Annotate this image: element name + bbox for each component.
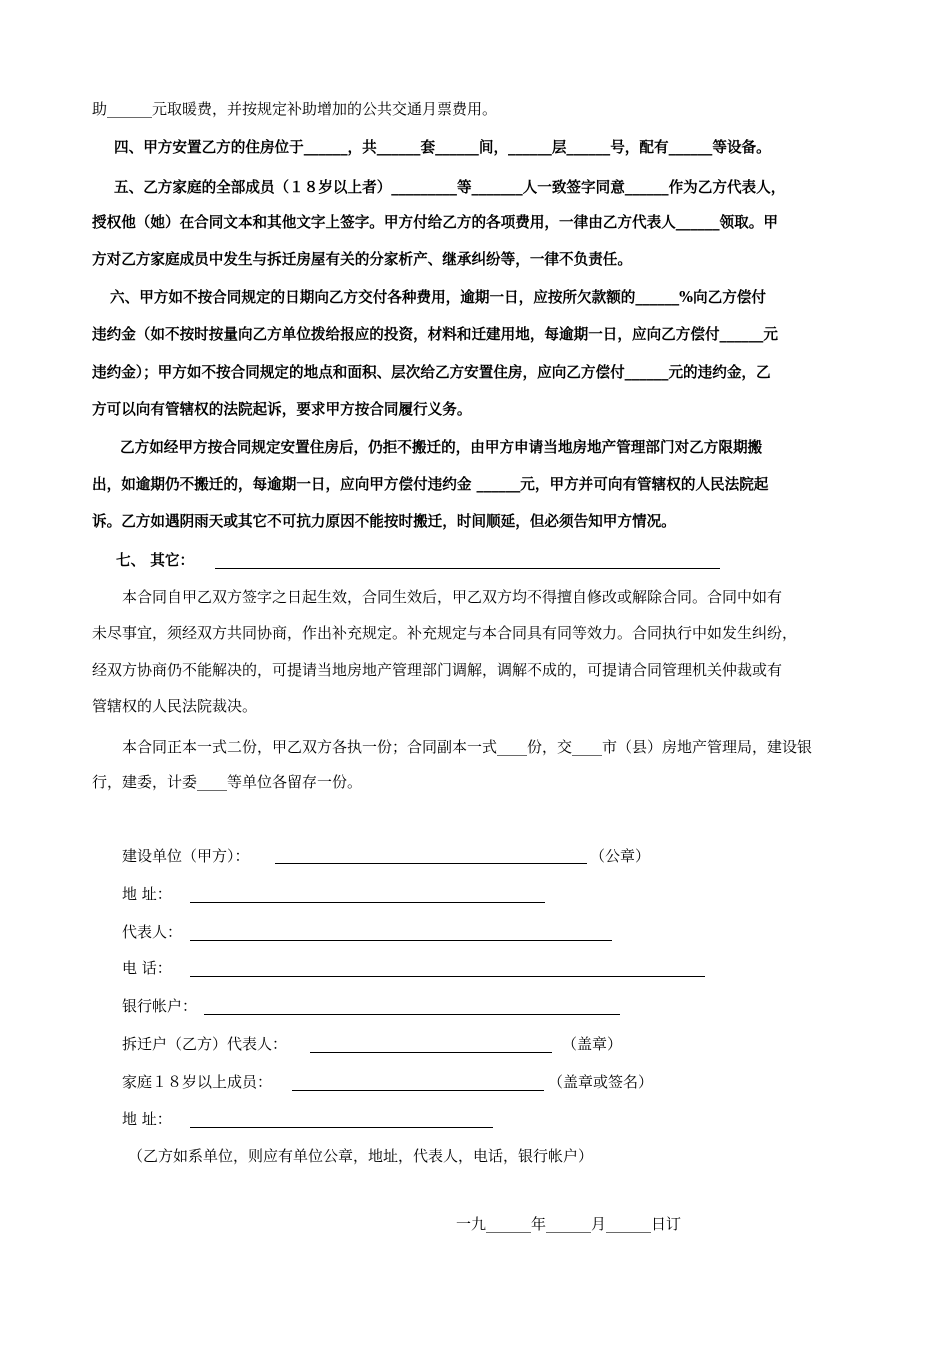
bank-account-blank <box>204 1014 620 1015</box>
signing-date: 一九______年______月______日订 <box>456 1215 682 1233</box>
copies-para-line-1: 本合同正本一式二份，甲乙双方各执一份；合同副本一式____份，交____市（县）房地产管理局，建设银 <box>122 738 813 756</box>
clause-5-line-3: 方对乙方家庭成员中发生与拆迁房屋有关的分家析产、继承纠纷等，一律不负责任。 <box>92 251 632 268</box>
phone-label: 电 话： <box>122 959 172 977</box>
phone-blank <box>190 976 705 977</box>
effect-para-line-3: 经双方协商仍不能解决的，可提请当地房地产管理部门调解，调解不成的，可提请合同管理机关仲裁或有 <box>92 661 783 679</box>
relocation-para-line-3: 诉。乙方如遇阴雨天或其它不可抗力原因不能按时搬迁，时间顺延，但必须告知甲方情况。 <box>92 513 676 530</box>
clause-5-line-1: 五、乙方家庭的全部成员（１８岁以上者）_________等_______人一致签字同意______作为乙方代表人， <box>114 179 786 196</box>
line-1: 助______元取暖费，并按规定补助增加的公共交通月票费用。 <box>92 100 498 118</box>
clause-4-line: 四、甲方安置乙方的住房位于______，共______套______间，______层______号，配有______等设备。 <box>114 139 771 156</box>
family-members-blank <box>292 1090 544 1091</box>
effect-para-line-4: 管辖权的人民法院裁决。 <box>92 697 258 715</box>
clause-6-line-2: 违约金（如不按时按量向乙方单位拨给报应的投资，材料和迁建用地，每逾期一日，应向乙方偿付______元 <box>92 326 778 343</box>
relocation-para-line-1: 乙方如经甲方按合同规定安置住房后，仍拒不搬迁的，由甲方申请当地房地产管理部门对乙方限期搬 <box>120 439 763 456</box>
clause-7-label: 七、 其它： <box>116 552 195 569</box>
effect-para-line-1: 本合同自甲乙双方签字之日起生效，合同生效后，甲乙双方均不得擅自修改或解除合同。合同中如有 <box>122 588 783 606</box>
bank-account-label: 银行帐户： <box>122 997 198 1015</box>
relocation-para-line-2: 出，如逾期仍不搬迁的，每逾期一日，应向甲方偿付违约金 ______元，甲方并可向有管辖权的人民法院起 <box>92 476 769 493</box>
clause-5-line-2: 授权他（她）在合同文本和其他文字上签字。甲方付给乙方的各项费用，一律由乙方代表人______领取。甲 <box>92 214 778 231</box>
builder-seal-label: （公章） <box>590 847 651 865</box>
clause-6-line-1: 六、甲方如不按合同规定的日期向乙方交付各种费用，逾期一日，应按所欠款额的______%向乙方偿付 <box>110 289 766 306</box>
builder-blank <box>275 863 587 864</box>
address-label: 地 址： <box>122 885 172 903</box>
clause-6-line-3: 违约金）；甲方如不按合同规定的地点和面积、层次给乙方安置住房，应向乙方偿付______元的违约金，乙 <box>92 364 771 381</box>
effect-para-line-2: 未尽事宜，须经双方共同协商，作出补充规定。补充规定与本合同具有同等效力。合同执行中如发生纠纷， <box>92 624 798 642</box>
address-blank <box>190 902 545 903</box>
clause-6-line-4: 方可以向有管辖权的法院起诉，要求甲方按合同履行义务。 <box>92 401 472 418</box>
relocatee-representative-blank <box>310 1052 552 1053</box>
copies-para-line-2: 行，建委，计委____等单位各留存一份。 <box>92 773 363 791</box>
unit-note: （乙方如系单位，则应有单位公章，地址，代表人，电话，银行帐户） <box>128 1147 594 1165</box>
representative-label: 代表人： <box>122 923 183 941</box>
representative-blank <box>190 940 612 941</box>
family-seal-label: （盖章或签名） <box>548 1073 654 1091</box>
address2-blank <box>190 1127 493 1128</box>
family-members-label: 家庭１８岁以上成员： <box>122 1073 273 1091</box>
address2-label: 地 址： <box>122 1110 172 1128</box>
relocatee-representative-label: 拆迁户（乙方）代表人： <box>122 1035 288 1053</box>
relocatee-seal-label: （盖章） <box>562 1035 623 1053</box>
clause-7-blank <box>215 568 720 569</box>
builder-label: 建设单位（甲方）： <box>122 847 250 865</box>
